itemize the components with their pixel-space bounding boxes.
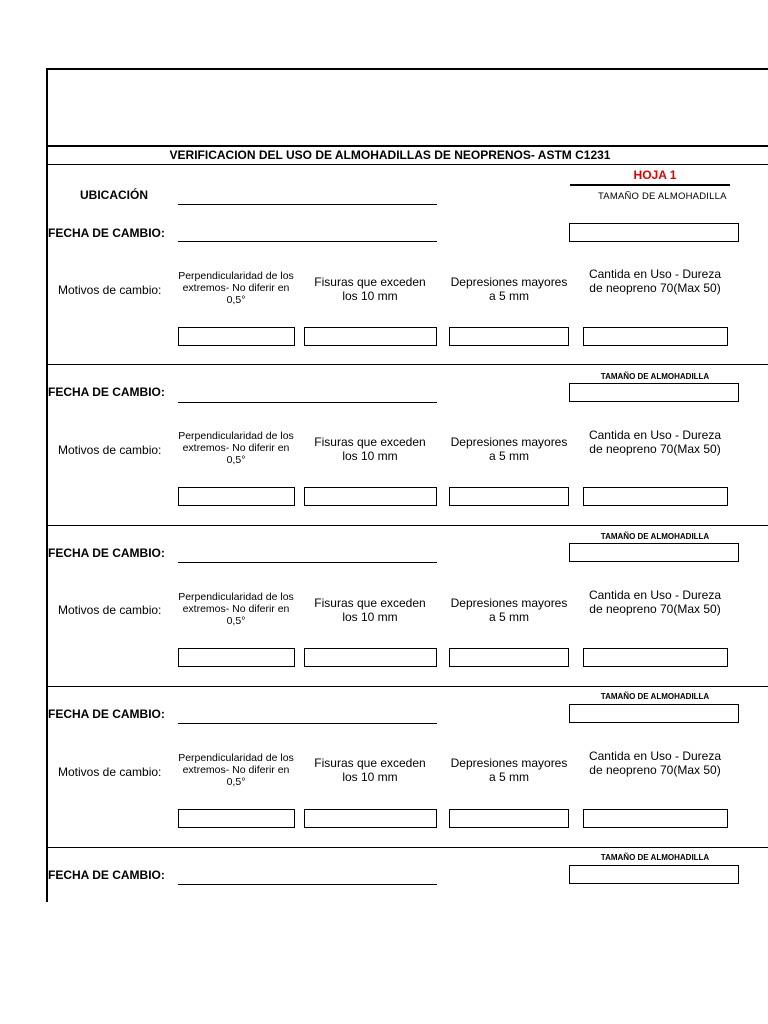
tamano-header: TAMAÑO DE ALMOHADILLA (598, 191, 727, 202)
depresiones-field[interactable] (449, 809, 569, 828)
fisuras-header: Fisuras que exceden los 10 mm (314, 435, 426, 463)
cantidad-field[interactable] (583, 648, 728, 667)
page-title: VERIFICACION DEL USO DE ALMOHADILLAS DE NEOPRENOS- ASTM C1231 (169, 148, 611, 162)
tamano-field[interactable] (569, 543, 739, 562)
motivos-label: Motivos de cambio: (58, 765, 162, 779)
section-divider (47, 686, 768, 687)
motivos-label: Motivos de cambio: (58, 443, 162, 457)
depresiones-header: Depresiones mayores a 5 mm (450, 756, 568, 784)
perpendicularidad-header: Perpendicularidad de los extremos- No diferir en 0,5° (178, 591, 294, 628)
hoja-underline (570, 184, 730, 186)
fisuras-header: Fisuras que exceden los 10 mm (314, 596, 426, 624)
ubicacion-label: UBICACIÓN (80, 188, 148, 202)
cantidad-field[interactable] (583, 327, 728, 346)
fecha-field[interactable] (178, 402, 437, 403)
depresiones-field[interactable] (449, 487, 569, 506)
depresiones-field[interactable] (449, 327, 569, 346)
perpendicularidad-header: Perpendicularidad de los extremos- No diferir en 0,5° (178, 430, 294, 467)
cantidad-header: Cantida en Uso - Dureza de neopreno 70(Max 50) (588, 267, 722, 295)
title-bottom-border (47, 164, 768, 165)
fisuras-field[interactable] (304, 648, 437, 667)
tamano-field[interactable] (569, 383, 739, 402)
cantidad-field[interactable] (583, 487, 728, 506)
fecha-label: FECHA DE CAMBIO: (48, 868, 165, 882)
fisuras-header: Fisuras que exceden los 10 mm (314, 756, 426, 784)
top-border (47, 68, 768, 70)
ubicacion-field[interactable] (178, 204, 437, 205)
fisuras-field[interactable] (304, 327, 437, 346)
tamano-field[interactable] (569, 865, 739, 884)
tamano-field[interactable] (569, 223, 739, 242)
motivos-label: Motivos de cambio: (58, 283, 162, 297)
perpendicularidad-field[interactable] (178, 327, 295, 346)
cantidad-header: Cantida en Uso - Dureza de neopreno 70(Max 50) (588, 588, 722, 616)
fisuras-field[interactable] (304, 809, 437, 828)
perpendicularidad-field[interactable] (178, 648, 295, 667)
tamano-field[interactable] (569, 704, 739, 723)
fecha-field[interactable] (178, 562, 437, 563)
cantidad-header: Cantida en Uso - Dureza de neopreno 70(Max 50) (588, 428, 722, 456)
fecha-field[interactable] (178, 723, 437, 724)
depresiones-field[interactable] (449, 648, 569, 667)
perpendicularidad-header: Perpendicularidad de los extremos- No diferir en 0,5° (178, 752, 294, 789)
fisuras-field[interactable] (304, 487, 437, 506)
tamano-label: TAMAÑO DE ALMOHADILLA (600, 853, 710, 862)
fisuras-header: Fisuras que exceden los 10 mm (314, 275, 426, 303)
fecha-label: FECHA DE CAMBIO: (48, 385, 165, 399)
fecha-label: FECHA DE CAMBIO: (48, 707, 165, 721)
perpendicularidad-header: Perpendicularidad de los extremos- No diferir en 0,5° (178, 270, 294, 307)
cantidad-field[interactable] (583, 809, 728, 828)
left-border (46, 68, 48, 902)
depresiones-header: Depresiones mayores a 5 mm (450, 435, 568, 463)
depresiones-header: Depresiones mayores a 5 mm (450, 596, 568, 624)
perpendicularidad-field[interactable] (178, 487, 295, 506)
fecha-label: FECHA DE CAMBIO: (48, 226, 165, 240)
title-top-border (47, 145, 768, 147)
section-divider (47, 847, 768, 848)
fecha-field[interactable] (178, 241, 437, 242)
motivos-label: Motivos de cambio: (58, 603, 162, 617)
perpendicularidad-field[interactable] (178, 809, 295, 828)
section-divider (47, 364, 768, 365)
cantidad-header: Cantida en Uso - Dureza de neopreno 70(Max 50) (588, 749, 722, 777)
fecha-label: FECHA DE CAMBIO: (48, 546, 165, 560)
tamano-label: TAMAÑO DE ALMOHADILLA (600, 532, 710, 541)
sheet-number: HOJA 1 (633, 168, 677, 182)
section-divider (47, 525, 768, 526)
tamano-label: TAMAÑO DE ALMOHADILLA (600, 692, 710, 701)
depresiones-header: Depresiones mayores a 5 mm (450, 275, 568, 303)
fecha-field[interactable] (178, 884, 437, 885)
tamano-label: TAMAÑO DE ALMOHADILLA (600, 372, 710, 381)
